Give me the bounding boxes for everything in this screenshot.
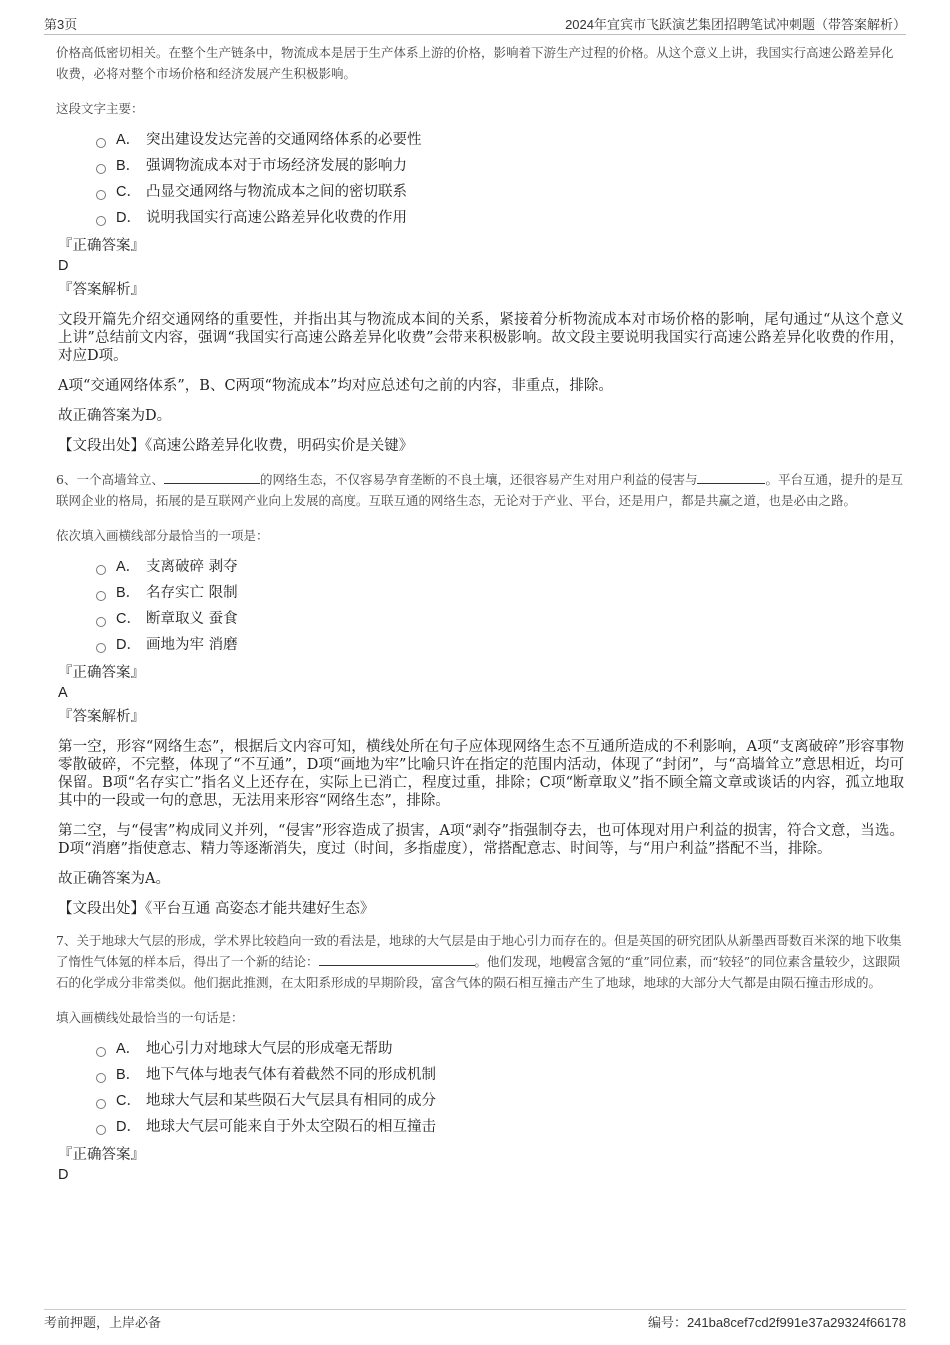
blank-line bbox=[319, 953, 475, 966]
answer-value: D bbox=[58, 258, 69, 274]
question-prompt: 这段文字主要： bbox=[56, 101, 144, 116]
analysis-paragraph: 第一空，形容“网络生态”，根据后文内容可知，横线处所在句子应体现网络生态不互通所造成的不利影响，A项“支离破碎”形容事物零散破碎，不完整，体现了“不互通”，D项“画地为牢”比喻只许在指定的范围内活动，体现了“封闭”，与“高墙耸立”意思相近，均可保留。B项“名存实亡”指名义上还存在，实际上已消亡，程度过重，排除；C项“断章取义”指不顾全篇文章或谈话的内容，孤立地取其中的一段或一句的意思，无法用来形容“网络生态”，排除。 bbox=[58, 739, 904, 809]
page-header bbox=[44, 14, 906, 34]
answer-label: 『正确答案』 bbox=[58, 665, 145, 681]
analysis-paragraph: 故正确答案为A。 bbox=[58, 871, 170, 887]
option-d[interactable]: D． 说明我国实行高速公路差异化收费的作用 bbox=[96, 205, 904, 231]
radio-icon[interactable] bbox=[96, 190, 106, 200]
option-a[interactable]: A． 突出建设发达完善的交通网络体系的必要性 bbox=[96, 127, 904, 153]
answer-label: 『正确答案』 bbox=[58, 238, 145, 254]
question-stem: 6、一个高墙耸立、 的网络生态，不仅容易孕育垄断的不良土壤，还很容易产生对用户利益的侵害与 。平台互通，提升的是互联网企业的格局，拓展的是互联网产业向上发展的高度。互联互通的网络生态，无论对于产业、平台，还是用户，都是共赢之道，也是必由之路。 bbox=[56, 472, 903, 508]
radio-icon[interactable] bbox=[96, 1099, 106, 1109]
radio-icon[interactable] bbox=[96, 617, 106, 627]
radio-icon[interactable] bbox=[96, 1047, 106, 1057]
option-a[interactable]: A． 地心引力对地球大气层的形成毫无帮助 bbox=[96, 1036, 904, 1062]
radio-icon[interactable] bbox=[96, 138, 106, 148]
analysis-label: 『答案解析』 bbox=[58, 282, 145, 298]
header-divider bbox=[44, 34, 906, 35]
option-d[interactable]: D． 地球大气层可能来自于外太空陨石的相互撞击 bbox=[96, 1114, 904, 1140]
options-list bbox=[96, 127, 904, 231]
radio-icon[interactable] bbox=[96, 216, 106, 226]
option-d[interactable]: D． 画地为牢 消磨 bbox=[96, 632, 904, 658]
footer-slogan: 考前押题，上岸必备 bbox=[44, 1315, 162, 1330]
radio-icon[interactable] bbox=[96, 1073, 106, 1083]
option-b[interactable]: B． 地下气体与地表气体有着截然不同的形成机制 bbox=[96, 1062, 904, 1088]
analysis-paragraph: 第二空，与“侵害”构成同义并列，“侵害”形容造成了损害，A项“剥夺”指强制夺去，也可体现对用户利益的损害，符合文意，当选。D项“消磨”指使意志、精力等逐渐消失，度过（时间，多指虚度），常搭配意志、时间等，与“用户利益”搭配不当，排除。 bbox=[58, 823, 904, 857]
passage-text: 价格高低密切相关。在整个生产链条中，物流成本是居于生产体系上游的价格，影响着下游生产过程的价格。从这个意义上讲，我国实行高速公路差异化收费，必将对整个市场价格和经济发展产生积极影响。 bbox=[56, 45, 894, 81]
radio-icon[interactable] bbox=[96, 1125, 106, 1135]
source-citation: 【文段出处】《高速公路差异化收费，明码实价是关键》 bbox=[58, 438, 414, 454]
question-prompt: 填入画横线处最恰当的一句话是： bbox=[56, 1010, 244, 1025]
page-number: 第3页 bbox=[44, 17, 78, 32]
document-title: 2024年宜宾市飞跃演艺集团招聘笔试冲刺题（带答案解析） bbox=[565, 17, 906, 32]
answer-value: A bbox=[58, 685, 68, 701]
options-list bbox=[96, 1036, 904, 1140]
answer-value: D bbox=[58, 1167, 69, 1183]
footer-divider bbox=[44, 1309, 906, 1310]
document-body bbox=[56, 42, 904, 1184]
radio-icon[interactable] bbox=[96, 643, 106, 653]
radio-icon[interactable] bbox=[96, 591, 106, 601]
blank-line bbox=[164, 471, 260, 484]
options-list bbox=[96, 554, 904, 658]
document-id: 编号：241ba8cef7cd2f991e37a29324f66178 bbox=[647, 1315, 906, 1330]
answer-label: 『正确答案』 bbox=[58, 1147, 145, 1163]
radio-icon[interactable] bbox=[96, 565, 106, 575]
option-c[interactable]: C． 凸显交通网络与物流成本之间的密切联系 bbox=[96, 179, 904, 205]
question-stem: 7、关于地球大气层的形成，学术界比较趋向一致的看法是，地球的大气层是由于地心引力而存在的。但是英国的研究团队从新墨西哥数百米深的地下收集了惰性气体氪的样本后，得出了一个新的结论： 。他们发现，地幔富含氪的“重”同位素，而“较轻”的同位素含量较少，这跟陨石的化学成分非常类似。他们据此推测，在太阳系形成的早期阶段，富含气体的陨石相互撞击产生了地球，地球的大部分大气都是由陨石撞击形成的。 bbox=[56, 933, 902, 990]
analysis-paragraph: 故正确答案为D。 bbox=[58, 408, 172, 424]
radio-icon[interactable] bbox=[96, 164, 106, 174]
option-b[interactable]: B． 强调物流成本对于市场经济发展的影响力 bbox=[96, 153, 904, 179]
option-b[interactable]: B． 名存实亡 限制 bbox=[96, 580, 904, 606]
option-c[interactable]: C． 断章取义 蚕食 bbox=[96, 606, 904, 632]
analysis-label: 『答案解析』 bbox=[58, 709, 145, 725]
analysis-paragraph: A项“交通网络体系”，B、C两项“物流成本”均对应总述句之前的内容，非重点，排除。 bbox=[58, 378, 613, 394]
blank-line bbox=[697, 471, 765, 484]
source-citation: 【文段出处】《平台互通 高姿态才能共建好生态》 bbox=[58, 901, 375, 917]
question-prompt: 依次填入画横线部分最恰当的一项是： bbox=[56, 528, 269, 543]
option-c[interactable]: C． 地球大气层和某些陨石大气层具有相同的成分 bbox=[96, 1088, 904, 1114]
option-a[interactable]: A． 支离破碎 剥夺 bbox=[96, 554, 904, 580]
analysis-paragraph: 文段开篇先介绍交通网络的重要性，并指出其与物流成本间的关系，紧接着分析物流成本对市场价格的影响，尾句通过“从这个意义上讲”总结前文内容，强调“我国实行高速公路差异化收费”会带来积极影响。故文段主要说明我国实行高速公路差异化收费的作用，对应D项。 bbox=[58, 312, 904, 364]
